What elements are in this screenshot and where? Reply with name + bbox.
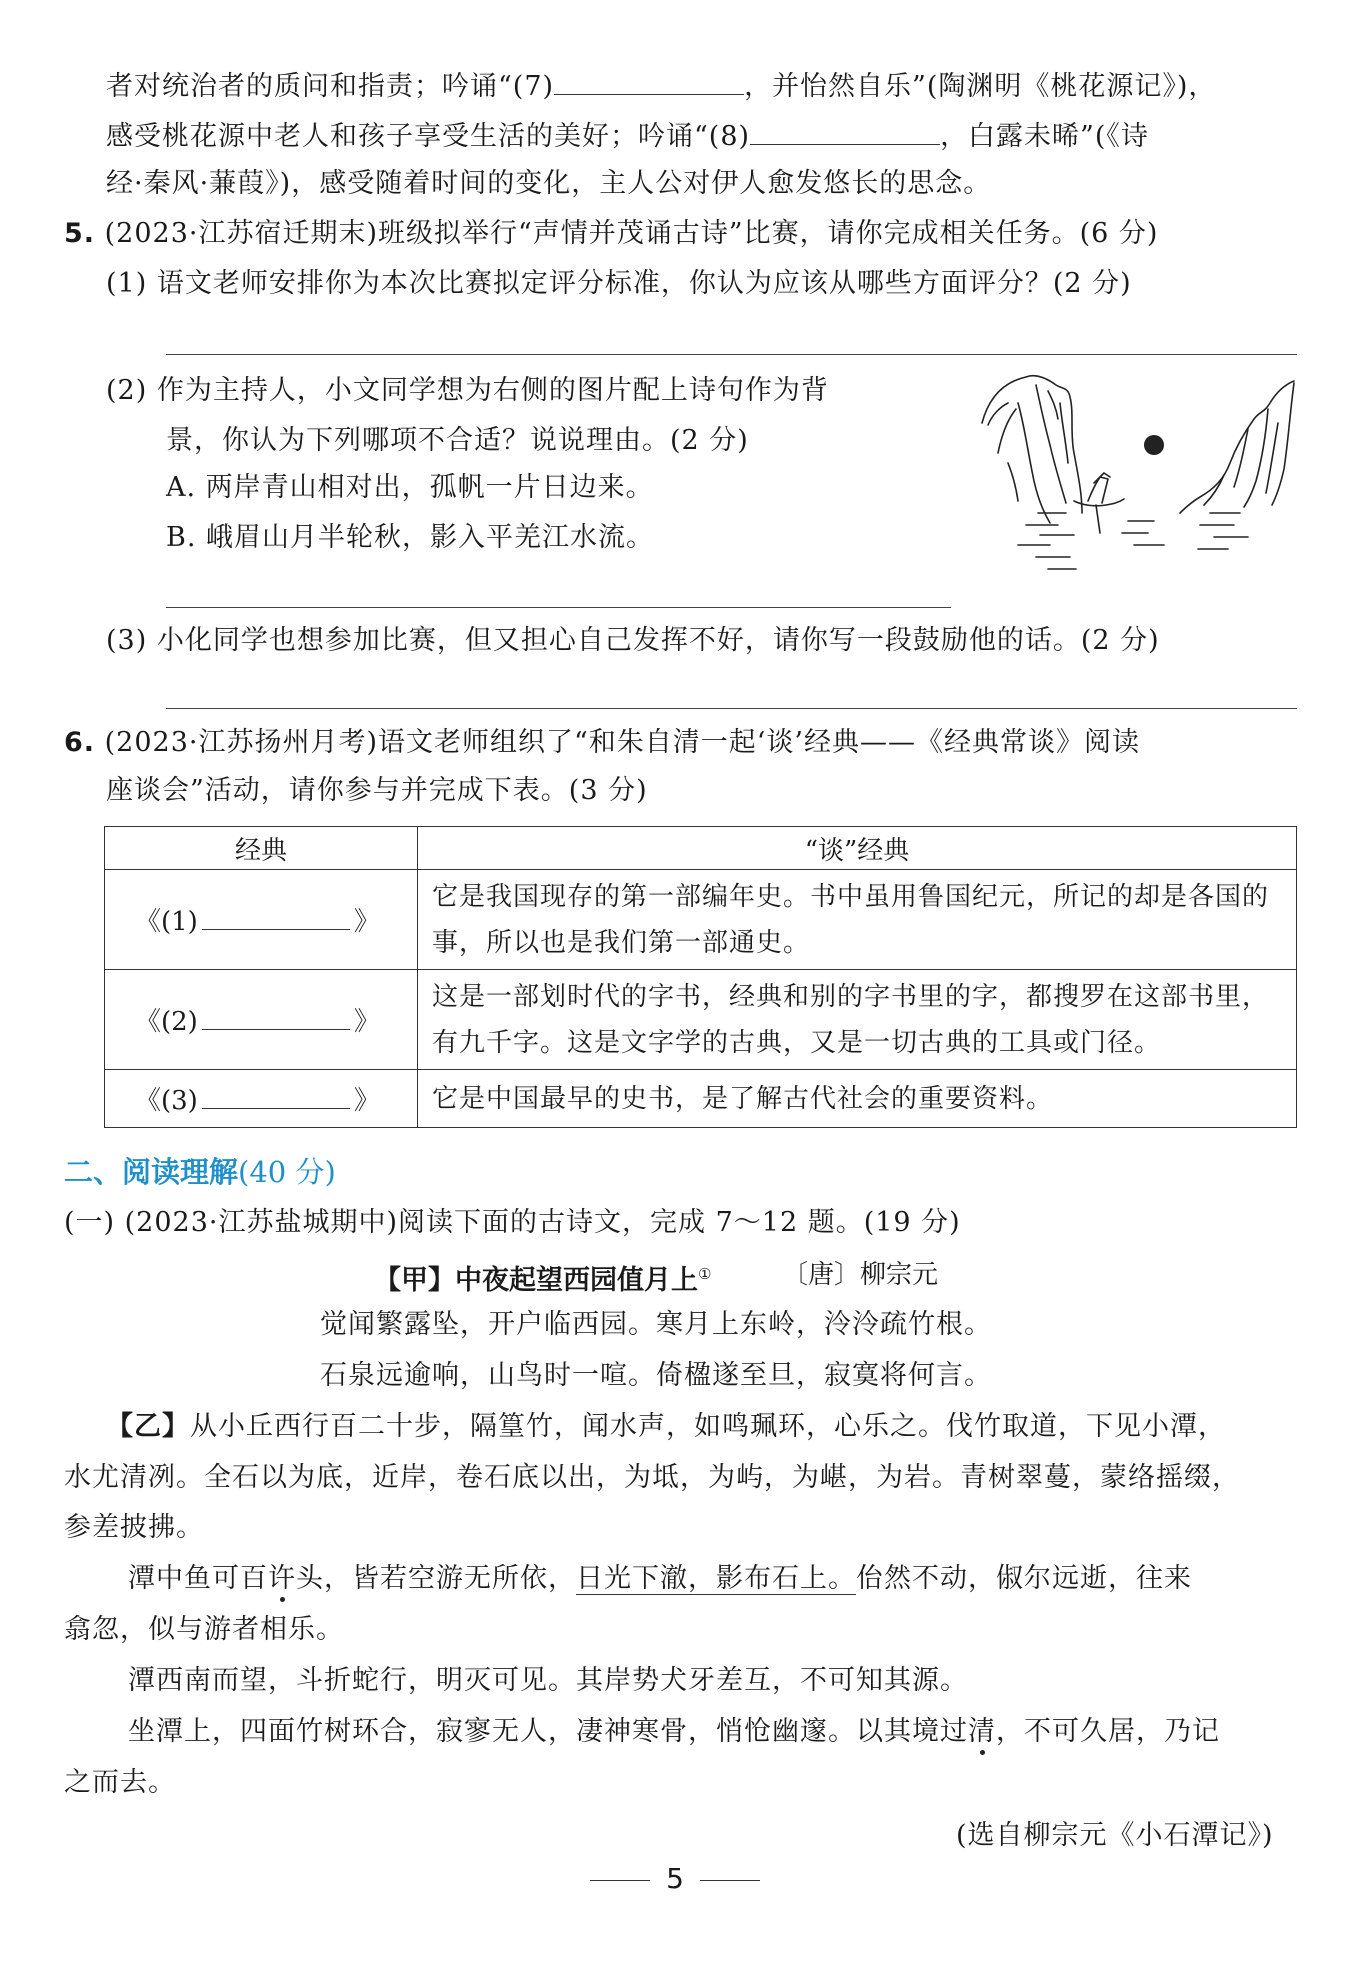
- q5-stem-line: [64, 214, 1158, 254]
- text: 这是一部划时代的字书，经典和别的字书里的字，都搜罗在这部书里，有九千字。这是文字学的古典，又是一切古典的工具或门径。: [432, 981, 1270, 1058]
- q5-sub2-line1: (2) 作为主持人，小文同学想为右侧的图片配上诗句作为背: [106, 375, 829, 406]
- answer-blank-table-3[interactable]: [202, 1082, 350, 1109]
- table-header-row: [105, 827, 1297, 870]
- poem-line-1: 觉闻繁露坠，开户临西园。寒月上东岭，泠泠疏竹根。: [320, 1309, 992, 1340]
- text: 它是我国现存的第一部编年史。书中虽用鲁国纪元，所记的却是各国的事，所以也是我们第一部通史。: [432, 881, 1270, 958]
- q6-stem-line2: 座谈会”活动，请你参与并完成下表。(3 分): [106, 775, 648, 806]
- table-row: [105, 1070, 1297, 1128]
- q5-option-b: B. 峨眉山月半轮秋，影入平羌江水流。: [166, 522, 655, 553]
- source-citation: (选自柳宗元《小石潭记》): [956, 1820, 1274, 1851]
- text: 从小丘西行百二十步，隔篁竹，闻水声，如鸣珮环，心乐之。伐竹取道，下见小潭，: [190, 1411, 1226, 1442]
- part1-intro: (一) (2023·江苏盐城期中)阅读下面的古诗文，完成 7～12 题。(19 分): [64, 1207, 961, 1238]
- text: 它是中国最早的史书，是了解古代社会的重要资料。: [432, 1083, 1054, 1114]
- prose-mark: 【乙】: [106, 1411, 190, 1442]
- prose-p2-line2: 翕忽，似与游者相乐。: [64, 1614, 344, 1645]
- table-cell-classic: [105, 870, 418, 970]
- text: ，不可久居，乃记: [996, 1716, 1220, 1747]
- text: 者对统治者的质问和指责；吟诵“(7): [106, 71, 555, 102]
- classics-table: [104, 826, 1297, 1128]
- prose-p4-line1: [128, 1712, 1220, 1752]
- text: 5: [666, 1862, 684, 1895]
- section-score: (40 分): [238, 1155, 336, 1189]
- moon-icon: [1144, 435, 1164, 455]
- q5-sub3: (3) 小化同学也想参加比赛，但又担心自己发挥不好，请你写一段鼓励他的话。(2 分): [106, 625, 1160, 656]
- text: 《(1): [135, 907, 198, 937]
- table-row: [105, 970, 1297, 1070]
- section-heading: 二、阅读理解: [64, 1155, 239, 1189]
- answer-blank-table-2[interactable]: [202, 1003, 350, 1030]
- text: 《(3): [135, 1086, 198, 1116]
- q6-number: 6.: [64, 727, 96, 758]
- table-cell-classic: [105, 970, 418, 1070]
- q5-sub2-line2: 景，你认为下列哪项不合适？说说理由。(2 分): [166, 425, 749, 456]
- q5-number: 5.: [64, 218, 96, 249]
- continuation-line-3: 经·秦风·蒹葭》)，感受随着时间的变化，主人公对伊人愈发悠长的思念。: [106, 168, 992, 199]
- answer-blank-7[interactable]: [554, 64, 744, 95]
- prose-p1-line2: 水尤清冽。全石以为底，近岸，卷石底以出，为坻，为屿，为嵁，为岩。青树翠蔓，蒙络摇缀，: [64, 1462, 1240, 1493]
- text: 》: [353, 1007, 380, 1037]
- continuation-line-2: [106, 114, 1149, 157]
- prose-p3: 潭西南而望，斗折蛇行，明灭可见。其岸势犬牙差互，不可知其源。: [128, 1665, 968, 1696]
- text: 头，皆若空游无所依，: [296, 1563, 576, 1594]
- q5-sub3-answer-line[interactable]: [166, 708, 1297, 709]
- text: 坐潭上，四面竹树环合，寂寥无人，凄神寒骨，悄怆幽邃。以其境过: [128, 1716, 968, 1747]
- section-title: [64, 1152, 336, 1192]
- prose-p1-line3: 参差披拂。: [64, 1512, 204, 1543]
- text: 》: [353, 907, 380, 937]
- dotted-word: 清: [968, 1716, 996, 1747]
- table-cell-description: [418, 970, 1297, 1070]
- q5-option-a: A. 两岸青山相对出，孤帆一片日边来。: [166, 472, 654, 503]
- q6-stem-line1: [64, 723, 1140, 763]
- q5-stem: (2023·江苏宿迁期末)班级拟举行“声情并茂诵古诗”比赛，请你完成相关任务。(6 分): [104, 218, 1159, 249]
- answer-blank-8[interactable]: [750, 114, 940, 145]
- river-mountains-boat-moon-drawing: [978, 363, 1298, 593]
- continuation-line-1: [106, 64, 1216, 107]
- q5-sub1: (1) 语文老师安排你为本次比赛拟定评分标准，你认为应该从哪些方面评分？(2 分): [106, 268, 1132, 299]
- poem-line-2: 石泉远逾响，山鸟时一喧。倚楹遂至旦，寂寞将何言。: [320, 1360, 992, 1391]
- prose-p2-line1: [128, 1559, 1192, 1599]
- text: 感受桃花源中老人和孩子享受生活的美好；吟诵“(8): [106, 121, 751, 152]
- table-header: “谈”经典: [418, 827, 1297, 870]
- underlined-sentence: 日光下澈，影布石上。: [576, 1563, 856, 1594]
- poem-title: [374, 1254, 711, 1301]
- q5-sub1-answer-line[interactable]: [166, 354, 1297, 355]
- table-cell-description: [418, 1070, 1297, 1128]
- page-number: [0, 1862, 1350, 1895]
- text: 《(2): [135, 1007, 198, 1037]
- poem-author: 〔唐〕柳宗元: [782, 1260, 939, 1290]
- text: 》: [353, 1086, 380, 1116]
- table-cell-classic: [105, 1070, 418, 1128]
- q6-stem: (2023·江苏扬州月考)语文老师组织了“和朱自清一起‘谈’经典——《经典常谈》阅读: [104, 727, 1140, 758]
- table-cell-description: [418, 870, 1297, 970]
- text: ，并怡然自乐”(陶渊明《桃花源记》)，: [744, 71, 1217, 102]
- table-row: [105, 870, 1297, 970]
- table-header: 经典: [105, 827, 418, 870]
- prose-p4-line2: 之而去。: [64, 1767, 176, 1798]
- text: 佁然不动，俶尔远逝，往来: [856, 1563, 1192, 1594]
- text: 【甲】中夜起望西园值月上: [374, 1265, 698, 1296]
- prose-p1-line1: [106, 1407, 1226, 1447]
- text: 潭中鱼可百: [128, 1563, 268, 1594]
- q5-sub2-answer-line[interactable]: [166, 607, 951, 608]
- answer-blank-table-1[interactable]: [202, 903, 350, 930]
- text: ，白露未晞”(《诗: [940, 121, 1149, 152]
- footnote-mark: ①: [698, 1265, 712, 1283]
- dotted-word: 许: [268, 1563, 296, 1594]
